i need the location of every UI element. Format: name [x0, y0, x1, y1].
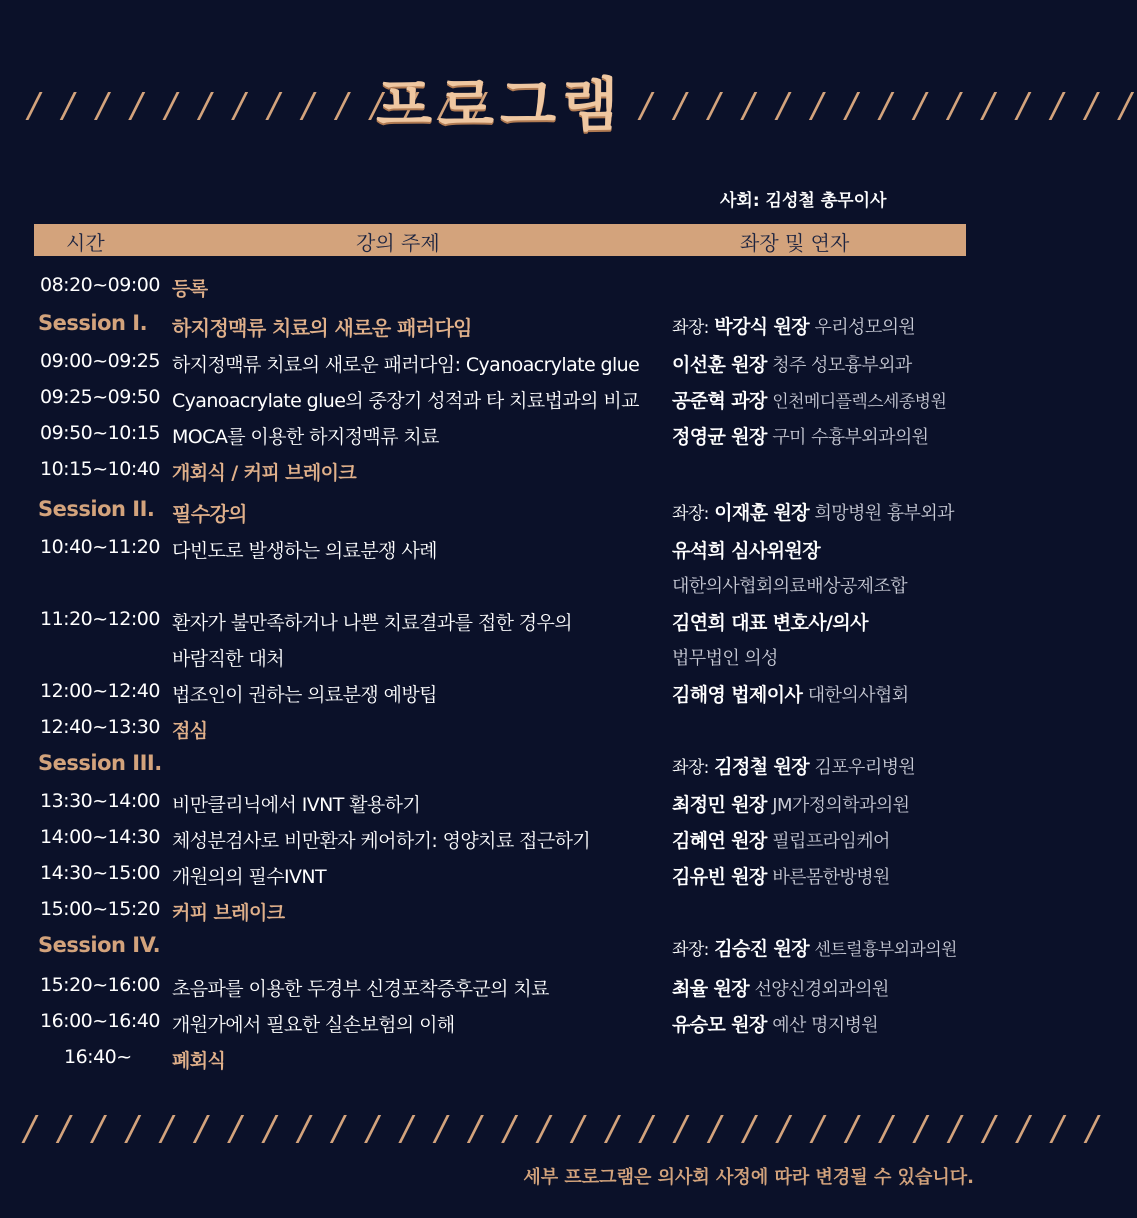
time-cell: 12:40~13:30 [40, 716, 160, 738]
speaker-name: 공준혁 과장 [672, 390, 767, 412]
speaker-cell [672, 752, 915, 779]
time-cell: 14:30~15:00 [40, 862, 160, 884]
speaker-org: 대한의사협회 [807, 685, 909, 706]
topic-cell: 다빈도로 발생하는 의료분쟁 사례 [172, 540, 437, 562]
time-cell: 15:00~15:20 [40, 898, 160, 920]
chair-label: 좌장: [672, 758, 709, 778]
header-speaker: 좌장 및 연자 [740, 231, 850, 255]
speaker-cell [672, 422, 928, 449]
speaker-name: 김혜연 원장 [672, 830, 767, 852]
time-cell: 09:25~09:50 [40, 386, 160, 408]
session-label: Session IV. [38, 933, 161, 957]
topic-cell: 바람직한 대처 [172, 648, 284, 670]
speaker-name: 유승모 원장 [672, 1014, 767, 1036]
program-row [0, 784, 1000, 820]
topic-cell: 등록 [172, 278, 208, 300]
decorative-slashes-footer: / / / / / / / / / / / / / / / / / / / / / / / / / / / / / / / / [24, 1109, 1104, 1149]
speaker-org: 예산 명지병원 [772, 1015, 879, 1036]
speaker-org: 김포우리병원 [814, 757, 916, 778]
speaker-cell [672, 974, 889, 1001]
speaker-cell [672, 680, 908, 707]
program-row [0, 380, 1000, 416]
topic-cell: 법조인이 권하는 의료분쟁 예방팁 [172, 684, 437, 706]
time-cell: 12:00~12:40 [40, 680, 160, 702]
topic-cell: Cyanoacrylate glue의 중장기 성적과 타 치료법과의 비교 [172, 390, 639, 412]
topic-cell: MOCA를 이용한 하지정맥류 치료 [172, 426, 439, 448]
program-row [0, 820, 1000, 856]
topic-cell: 초음파를 이용한 두경부 신경포착증후군의 치료 [172, 978, 549, 1000]
session-row [0, 492, 1000, 528]
session-label: Session III. [38, 751, 162, 775]
time-cell: 08:20~09:00 [40, 274, 160, 296]
table-header [34, 224, 966, 256]
program-row [0, 602, 1000, 638]
speaker-org: 우리성모의원 [814, 317, 916, 338]
title-row [0, 70, 1137, 140]
time-cell: 09:50~10:15 [40, 422, 160, 444]
program-row [0, 268, 1000, 304]
program-row [0, 856, 1000, 892]
program-row [0, 416, 1000, 452]
speaker-org: 선양신경외과의원 [754, 979, 889, 1000]
page-title: 프로그램 [375, 71, 625, 139]
speaker-org: 법무법인 의성 [672, 648, 778, 669]
speaker-name: 김연희 대표 변호사/의사 [672, 612, 868, 634]
speaker-org: 센트럴흉부외과의원 [814, 940, 957, 960]
session-label: Session II. [38, 497, 155, 521]
session-topic: 하지정맥류 치료의 새로운 패러다임 [172, 316, 472, 340]
speaker-cell [672, 790, 909, 817]
speaker-name: 박강식 원장 [714, 316, 810, 338]
speaker-cell [672, 386, 946, 413]
speaker-cell [672, 644, 778, 670]
program-row [0, 566, 1000, 602]
decorative-slashes-right: / / / / / / / / / / / / / / / [640, 86, 1137, 126]
session-row [0, 306, 1000, 342]
time-cell: 15:20~16:00 [40, 974, 160, 996]
session-row [0, 746, 1000, 782]
chair-label: 좌장: [672, 940, 709, 960]
speaker-org: JM가정의학과의원 [772, 795, 910, 816]
speaker-cell [672, 350, 912, 377]
chair-label: 좌장: [672, 504, 709, 524]
speaker-cell [672, 312, 915, 339]
time-cell: 11:20~12:00 [40, 608, 160, 630]
speaker-cell [672, 1010, 878, 1037]
speaker-name: 정영균 원장 [672, 426, 767, 448]
speaker-name: 이재훈 원장 [714, 502, 810, 524]
speaker-org: 청주 성모흉부외과 [772, 355, 912, 376]
speaker-org: 구미 수흉부외과의원 [772, 427, 929, 448]
session-label: Session I. [38, 311, 148, 335]
topic-cell: 폐회식 [172, 1050, 226, 1072]
speaker-org: 바른몸한방병원 [772, 867, 890, 888]
topic-cell: 개원의의 필수IVNT [172, 866, 326, 888]
speaker-org: 희망병원 흉부외과 [814, 503, 954, 524]
decorative-slashes-left: / / / / / / / / / / / / / / [28, 86, 491, 126]
time-cell: 16:00~16:40 [40, 1010, 160, 1032]
speaker-name: 김해영 법제이사 [672, 684, 803, 706]
speaker-cell [672, 862, 890, 889]
program-row [0, 638, 1000, 674]
speaker-cell [672, 572, 907, 598]
time-cell: 16:40~ [64, 1046, 132, 1068]
speaker-name: 김정철 원장 [714, 756, 810, 778]
topic-cell: 커피 브레이크 [172, 902, 285, 924]
program-row [0, 710, 1000, 746]
time-cell: 10:15~10:40 [40, 458, 160, 480]
program-row [0, 1004, 1000, 1040]
speaker-name: 김유빈 원장 [672, 866, 767, 888]
header-time: 시간 [66, 231, 105, 255]
speaker-org: 인천메디플렉스세종병원 [772, 392, 947, 412]
program-row [0, 892, 1000, 928]
program-row [0, 530, 1000, 566]
speaker-cell [672, 498, 954, 525]
topic-cell: 비만클리닉에서 IVNT 활용하기 [172, 794, 421, 816]
time-cell: 13:30~14:00 [40, 790, 160, 812]
program-row [0, 968, 1000, 1004]
speaker-cell [672, 934, 957, 961]
speaker-name: 최정민 원장 [672, 794, 767, 816]
topic-cell: 개회식 / 커피 브레이크 [172, 462, 357, 484]
session-topic: 필수강의 [172, 502, 247, 526]
time-cell: 10:40~11:20 [40, 536, 160, 558]
program-row [0, 674, 1000, 710]
footnote: 세부 프로그램은 의사회 사정에 따라 변경될 수 있습니다. [523, 1167, 974, 1188]
moderator: 사회: 김성철 총무이사 [720, 191, 887, 211]
speaker-name: 유석희 심사위원장 [672, 540, 821, 562]
topic-cell: 하지정맥류 치료의 새로운 패러다임: Cyanoacrylate glue [172, 354, 640, 376]
topic-cell: 환자가 불만족하거나 나쁜 치료결과를 접한 경우의 [172, 612, 573, 634]
chair-label: 좌장: [672, 318, 709, 338]
topic-cell: 개원가에서 필요한 실손보험의 이해 [172, 1014, 455, 1036]
speaker-cell [672, 536, 820, 563]
speaker-name: 이선훈 원장 [672, 354, 767, 376]
speaker-cell [672, 826, 890, 853]
time-cell: 14:00~14:30 [40, 826, 160, 848]
topic-cell: 점심 [172, 720, 208, 742]
program-row [0, 344, 1000, 380]
program-row [0, 1040, 1000, 1076]
speaker-org: 필립프라임케어 [772, 831, 890, 852]
speaker-cell [672, 608, 868, 635]
session-row [0, 928, 1000, 964]
speaker-name: 김승진 원장 [714, 938, 810, 960]
program-row [0, 452, 1000, 488]
time-cell: 09:00~09:25 [40, 350, 160, 372]
topic-cell: 체성분검사로 비만환자 케어하기: 영양치료 접근하기 [172, 830, 591, 852]
speaker-org: 대한의사협회의료배상공제조합 [672, 576, 908, 597]
header-topic: 강의 주제 [356, 231, 440, 255]
speaker-name: 최율 원장 [672, 978, 750, 1000]
